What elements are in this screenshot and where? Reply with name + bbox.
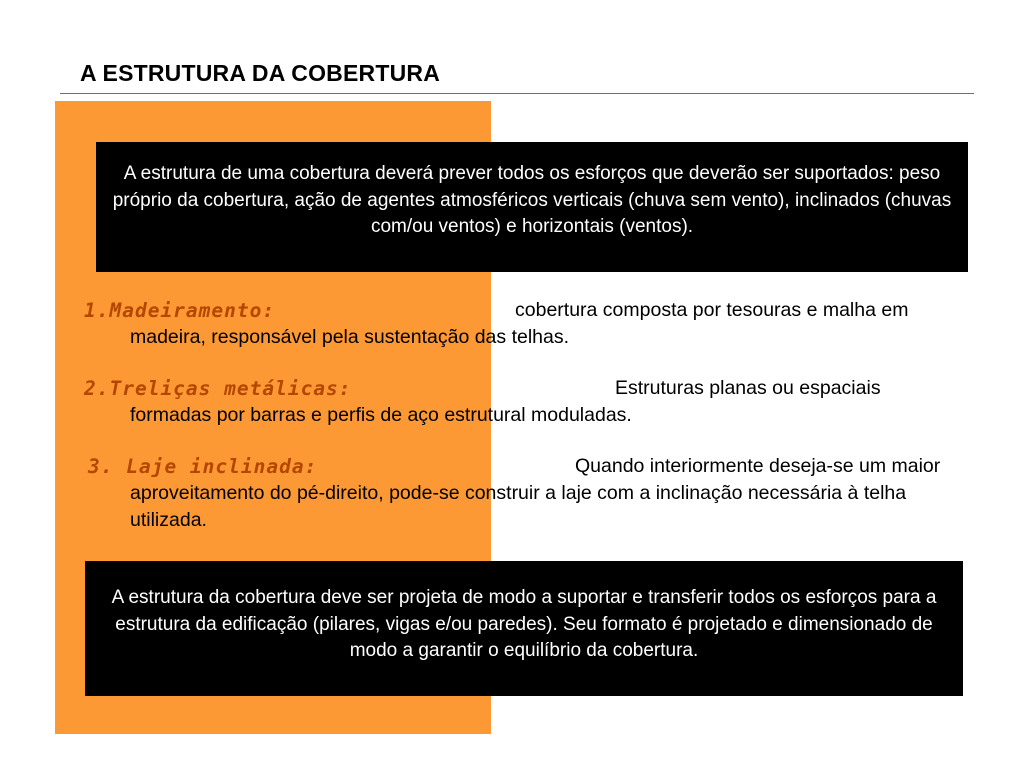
intro-text: A estrutura de uma cobertura deverá prever todos os esforços que deverão ser suportados: peso próprio da cobertura, ação de agentes atmosféricos verticais (chuva sem vento), inclinados (chuvas com/ou ventos) e horizontais (ventos).	[112, 163, 952, 237]
closing-text-box	[85, 561, 963, 696]
list-item	[84, 297, 954, 351]
closing-text: A estrutura da cobertura deve ser projeta de modo a suportar e transferir todos os esforços para a estrutura da edificação (pilares, vigas e/ou paredes). Seu formato é projetado e dimensionado de modo a garantir o equilíbrio da cobertura.	[111, 587, 937, 661]
structure-types-list	[84, 297, 954, 534]
item-text: cobertura composta por tesouras e malha em madeira, responsável pela sustentação das telhas.	[130, 299, 909, 348]
intro-text-box	[96, 142, 968, 272]
item-text: Estruturas planas ou espaciais formadas por barras e perfis de aço estrutural moduladas.	[130, 377, 881, 426]
item-lead-trelicas: 2.Treliças metálicas:	[84, 377, 352, 400]
item-text: Quando interiormente deseja-se um maior aproveitamento do pé-direito, pode-se construir a laje com a inclinação necessária à telha utilizada.	[130, 455, 941, 531]
item-lead-madeiramento: 1.Madeiramento:	[84, 299, 276, 322]
slide-title: A ESTRUTURA DA COBERTURA	[80, 60, 441, 86]
item-lead-laje: 3. Laje inclinada:	[88, 455, 318, 478]
list-item	[84, 375, 954, 429]
title-divider	[60, 93, 974, 94]
list-item	[84, 453, 954, 534]
